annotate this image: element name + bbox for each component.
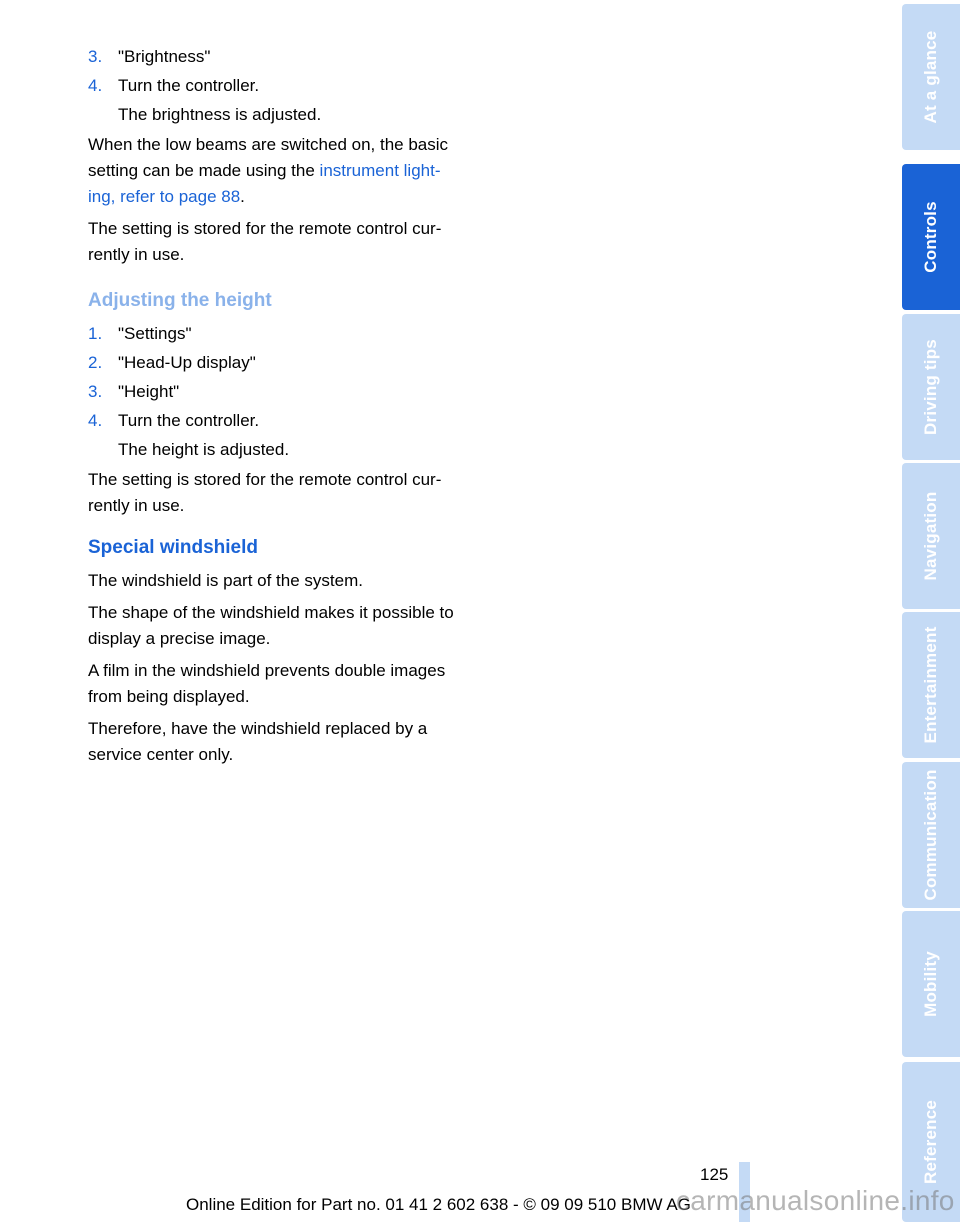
tab-label: Driving tips (921, 339, 940, 435)
list-item (88, 73, 466, 99)
page-content (88, 44, 466, 774)
list-item (88, 350, 466, 376)
step-number: 4. (88, 411, 103, 430)
section-heading: Special windshield (88, 537, 258, 558)
list-item (88, 408, 466, 434)
step-text: Turn the controller. (118, 411, 260, 430)
tab-driving-tips[interactable] (902, 314, 960, 460)
footer-edition: Online Edition for Part no. 01 41 2 602 638 - © 09 09 510 BMW AG (186, 1195, 691, 1214)
tab-navigation[interactable] (902, 463, 960, 609)
paragraph: The setting is stored for the remote control cur-rently in use. (88, 219, 442, 264)
step-text: "Height" (118, 382, 180, 401)
watermark: carmanualsonline.info (676, 1185, 955, 1216)
tab-label: Reference (921, 1099, 940, 1185)
list-item (88, 44, 466, 70)
step-text: "Brightness" (118, 47, 211, 66)
step-result: The height is adjusted. (118, 440, 290, 459)
tab-communication[interactable] (902, 762, 960, 908)
tab-at-a-glance[interactable] (902, 4, 960, 150)
tab-label: At a glance (921, 30, 940, 124)
paragraph-text: When the low beams are switched on, the basic setting can be made using the (88, 135, 449, 180)
page-reference-link[interactable]: instrument light-ing, refer to page 88 (88, 161, 441, 206)
step-text: "Settings" (118, 324, 192, 343)
paragraph: The windshield is part of the system. (88, 571, 363, 590)
tab-controls[interactable] (902, 164, 960, 310)
tab-label: Entertainment (921, 626, 940, 744)
tab-label: Communication (921, 769, 940, 901)
list-item (88, 379, 466, 405)
paragraph: The setting is stored for the remote control cur-rently in use. (88, 470, 442, 515)
step-number: 3. (88, 47, 103, 66)
tab-label: Controls (921, 201, 940, 273)
tab-entertainment[interactable] (902, 612, 960, 758)
section-heading: Adjusting the height (88, 290, 272, 311)
paragraph: The shape of the windshield makes it possible to display a precise image. (88, 603, 454, 648)
step-number: 3. (88, 382, 103, 401)
tab-label: Mobility (921, 951, 940, 1017)
paragraph (88, 132, 466, 210)
paragraph-end: . (240, 187, 245, 206)
step-number: 4. (88, 76, 103, 95)
step-number: 1. (88, 324, 103, 343)
step-result: The brightness is adjusted. (118, 105, 322, 124)
paragraph: A film in the windshield prevents double images from being displayed. (88, 661, 446, 706)
step-number: 2. (88, 353, 103, 372)
step-text: Turn the controller. (118, 76, 260, 95)
tab-mobility[interactable] (902, 911, 960, 1057)
paragraph: Therefore, have the windshield replaced by a service center only. (88, 719, 428, 764)
tab-label: Navigation (921, 491, 940, 581)
page-number: 125 (700, 1165, 729, 1184)
list-item (88, 321, 466, 347)
step-text: "Head-Up display" (118, 353, 256, 372)
chapter-tabs (902, 0, 960, 1222)
